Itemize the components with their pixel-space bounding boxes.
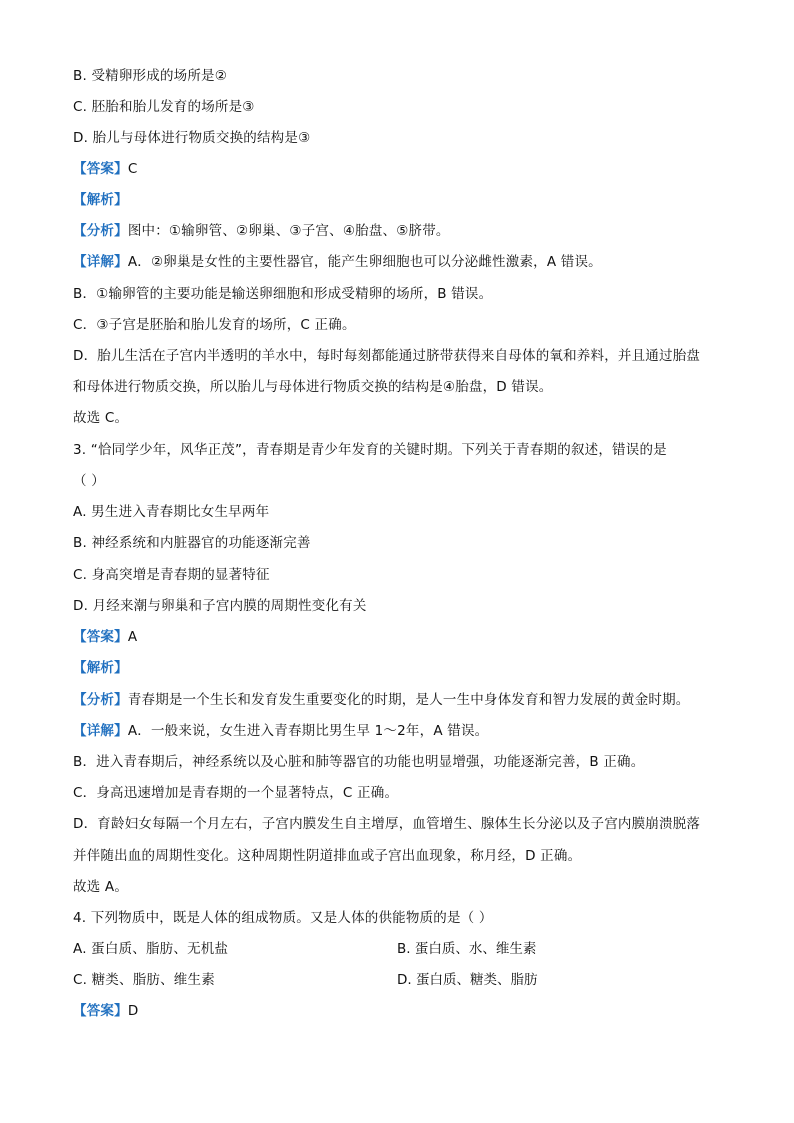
- q2-option-c: C. 胚胎和胎儿发育的场所是③: [73, 99, 255, 115]
- analysis-tag: 【解析】: [73, 660, 128, 676]
- answer-value: C: [127, 161, 138, 177]
- q3-fenxi: [73, 690, 690, 710]
- xiangjie-tag: 【详解】: [73, 254, 128, 270]
- q2-xiangjie-b: B．①输卵管的主要功能是输送卵细胞和形成受精卵的场所，B 错误。: [73, 286, 493, 302]
- q4-option-c: C. 糖类、脂肪、维生素: [73, 972, 215, 988]
- q2-analysis-heading: [73, 190, 128, 210]
- q4-option-b: B. 蛋白质、水、维生素: [397, 941, 537, 957]
- q3-xiangjie-d-line2: 并伴随出血的周期性变化。这种周期性阴道排血或子宫出血现象，称月经，D 正确。: [73, 848, 582, 864]
- q2-conclusion: 故选 C。: [73, 410, 129, 426]
- q2-option-d: D. 胎儿与母体进行物质交换的结构是③: [73, 130, 311, 146]
- xiangjie-text: A．②卵巢是女性的主要性器官，能产生卵细胞也可以分泌雌性激素，A 错误。: [127, 254, 602, 270]
- answer-tag: 【答案】: [73, 161, 128, 177]
- q2-option-b: B. 受精卵形成的场所是②: [73, 68, 228, 84]
- q4-option-d: D. 蛋白质、糖类、脂肪: [397, 972, 538, 988]
- q2-xiangjie-a: [73, 252, 602, 272]
- answer-tag: 【答案】: [73, 629, 128, 645]
- q4-answer: [73, 1001, 138, 1021]
- analysis-tag: 【解析】: [73, 192, 128, 208]
- q3-answer: [73, 627, 137, 647]
- q3-option-b: B. 神经系统和内脏器官的功能逐渐完善: [73, 535, 311, 551]
- q2-fenxi: [73, 221, 450, 241]
- fenxi-text: 图中：①输卵管、②卵巢、③子宫、④胎盘、⑤脐带。: [127, 223, 450, 239]
- answer-value: A: [127, 629, 138, 645]
- answer-value: D: [127, 1003, 139, 1019]
- q3-option-c: C. 身高突增是青春期的显著特征: [73, 567, 270, 583]
- q2-xiangjie-d-line2: 和母体进行物质交换，所以胎儿与母体进行物质交换的结构是④胎盘，D 错误。: [73, 379, 553, 395]
- fenxi-text: 青春期是一个生长和发育发生重要变化的时期，是人一生中身体发育和智力发展的黄金时期。: [127, 692, 690, 708]
- q3-xiangjie-b: B．进入青春期后，神经系统以及心脏和肺等器官的功能也明显增强，功能逐渐完善，B 正确。: [73, 754, 645, 770]
- q3-conclusion: 故选 A。: [73, 879, 129, 895]
- q3-xiangjie-c: C．身高迅速增加是青春期的一个显著特点，C 正确。: [73, 785, 399, 801]
- q3-xiangjie-d-line1: D．育龄妇女每隔一个月左右，子宫内膜发生自主增厚，血管增生、腺体生长分泌以及子宫内膜崩溃脱落: [73, 816, 701, 832]
- xiangjie-tag: 【详解】: [73, 723, 128, 739]
- q4-option-a: A. 蛋白质、脂肪、无机盐: [73, 941, 229, 957]
- q4-stem: 4. 下列物质中，既是人体的组成物质。又是人体的供能物质的是（ ）: [73, 910, 493, 926]
- q3-xiangjie-a: [73, 721, 488, 741]
- q2-xiangjie-c: C．③子宫是胚胎和胎儿发育的场所，C 正确。: [73, 317, 356, 333]
- answer-tag: 【答案】: [73, 1003, 128, 1019]
- fenxi-tag: 【分析】: [73, 223, 128, 239]
- q3-stem-line1: 3. “恰同学少年，风华正茂”，青春期是青少年发育的关键时期。下列关于青春期的叙述，错误的是: [73, 442, 667, 458]
- q3-stem-line2: （ ）: [73, 473, 105, 489]
- fenxi-tag: 【分析】: [73, 692, 128, 708]
- xiangjie-text: A．一般来说，女生进入青春期比男生早 1～2年，A 错误。: [127, 723, 489, 739]
- q3-option-d: D. 月经来潮与卵巢和子宫内膜的周期性变化有关: [73, 598, 367, 614]
- q2-answer: [73, 159, 137, 179]
- q3-analysis-heading: [73, 658, 128, 678]
- q2-xiangjie-d-line1: D．胎儿生活在子宫内半透明的羊水中，每时每刻都能通过脐带获得来自母体的氧和养料，并且通过胎盘: [73, 348, 701, 364]
- q3-option-a: A. 男生进入青春期比女生早两年: [73, 504, 270, 520]
